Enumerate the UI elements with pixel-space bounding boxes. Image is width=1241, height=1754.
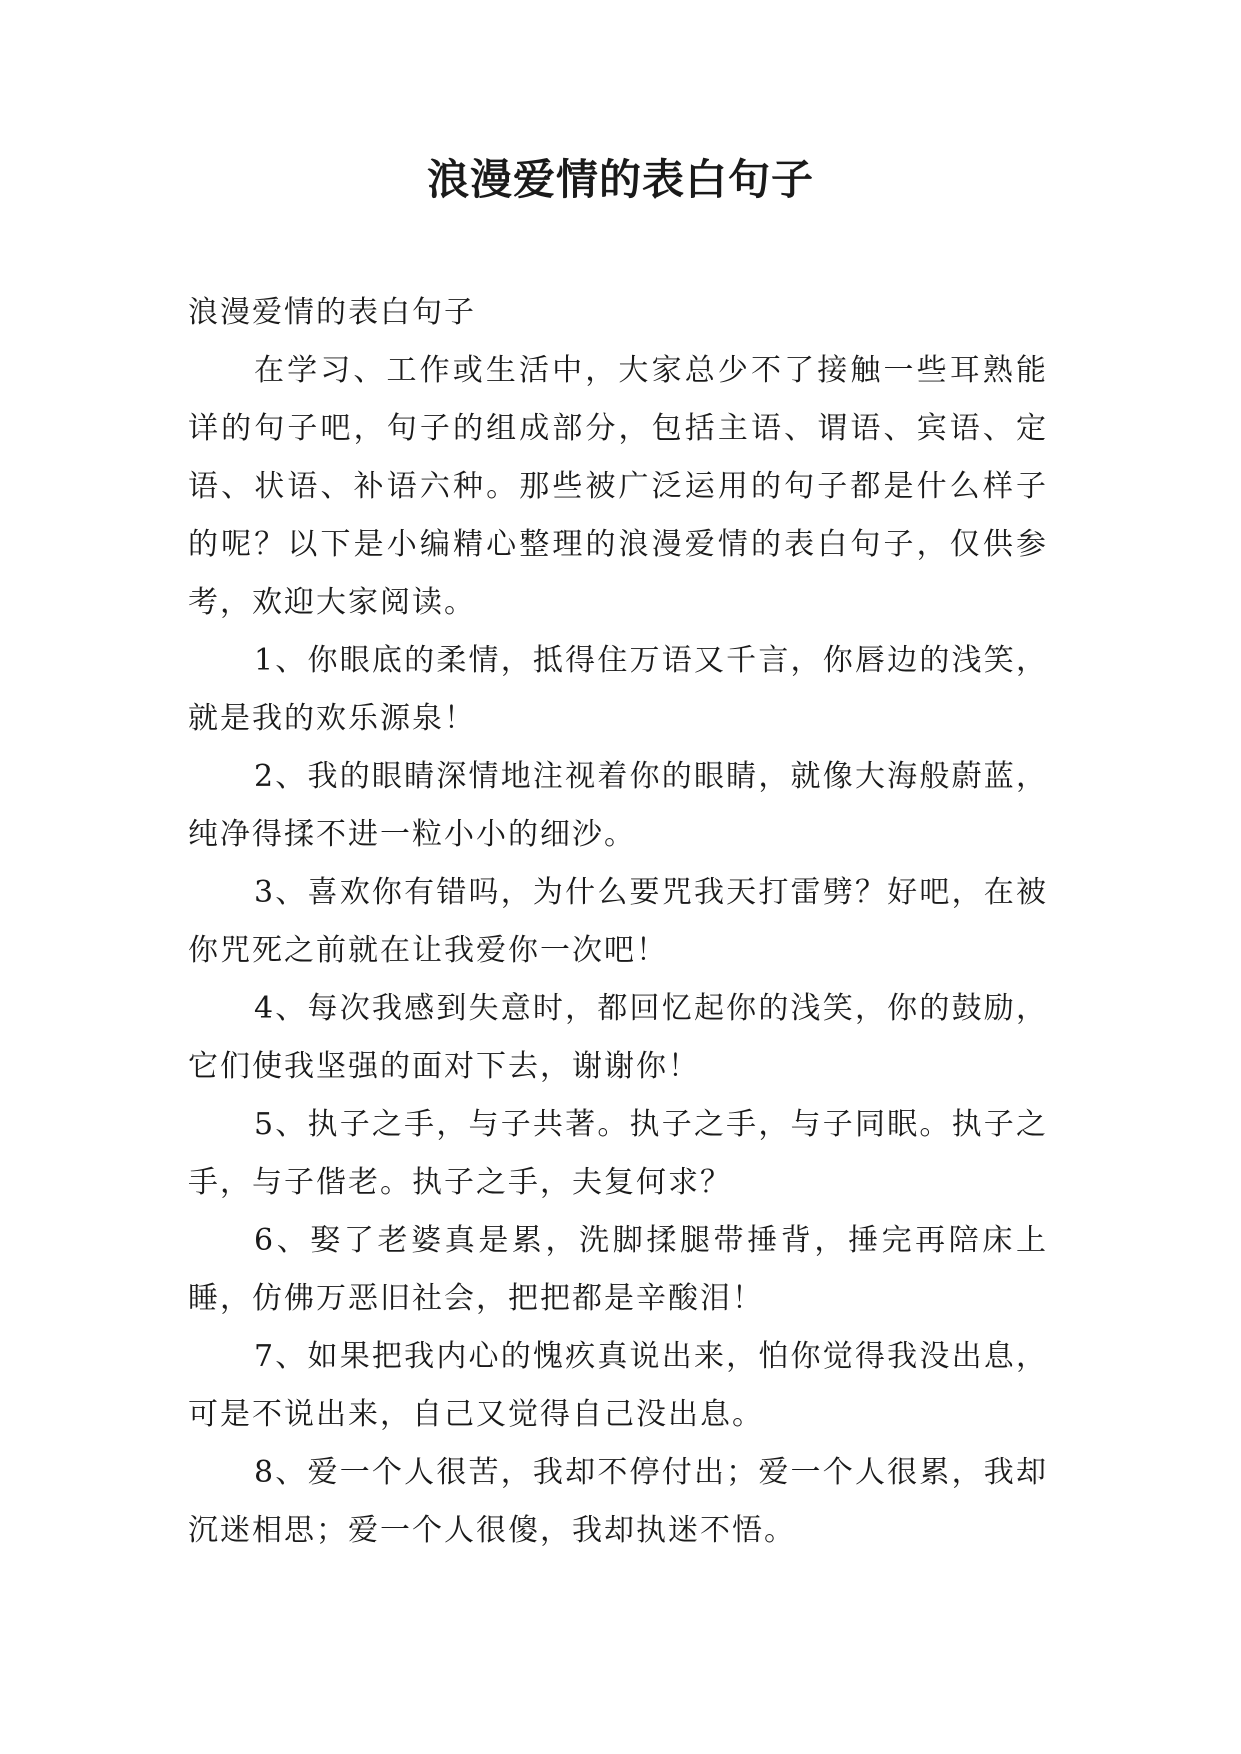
list-item: 4、每次我感到失意时，都回忆起你的浅笑，你的鼓励，它们使我坚强的面对下去，谢谢你！ <box>188 991 1048 1084</box>
list-item: 3、喜欢你有错吗，为什么要咒我天打雷劈？好吧，在被你咒死之前就在让我爱你一次吧！ <box>188 875 1048 968</box>
list-item: 7、如果把我内心的愧疚真说出来，怕你觉得我没出息，可是不说出来，自己又觉得自己没出息。 <box>188 1339 1048 1432</box>
section-heading: 浪漫爱情的表白句子 <box>188 295 476 330</box>
list-item: 8、爱一个人很苦，我却不停付出；爱一个人很累，我却沉迷相思；爱一个人很傻，我却执迷不悟。 <box>188 1455 1048 1548</box>
list-item: 1、你眼底的柔情，抵得住万语又千言，你唇边的浅笑，就是我的欢乐源泉！ <box>188 643 1048 736</box>
document-title: 浪漫爱情的表白句子 <box>426 155 814 204</box>
list-item: 2、我的眼睛深情地注视着你的眼睛，就像大海般蔚蓝，纯净得揉不进一粒小小的细沙。 <box>188 759 1048 852</box>
document-body <box>188 284 1048 1560</box>
list-item: 5、执子之手，与子共著。执子之手，与子同眠。执子之手，与子偕老。执子之手，夫复何求？ <box>188 1107 1048 1200</box>
list-item: 6、娶了老婆真是累，洗脚揉腿带捶背，捶完再陪床上睡，仿佛万恶旧社会，把把都是辛酸泪！ <box>188 1223 1048 1316</box>
intro-paragraph: 在学习、工作或生活中，大家总少不了接触一些耳熟能详的句子吧，句子的组成部分，包括主语、谓语、宾语、定语、状语、补语六种。那些被广泛运用的句子都是什么样子的呢？以下是小编精心整理的浪漫爱情的表白句子，仅供参考，欢迎大家阅读。 <box>188 353 1048 620</box>
